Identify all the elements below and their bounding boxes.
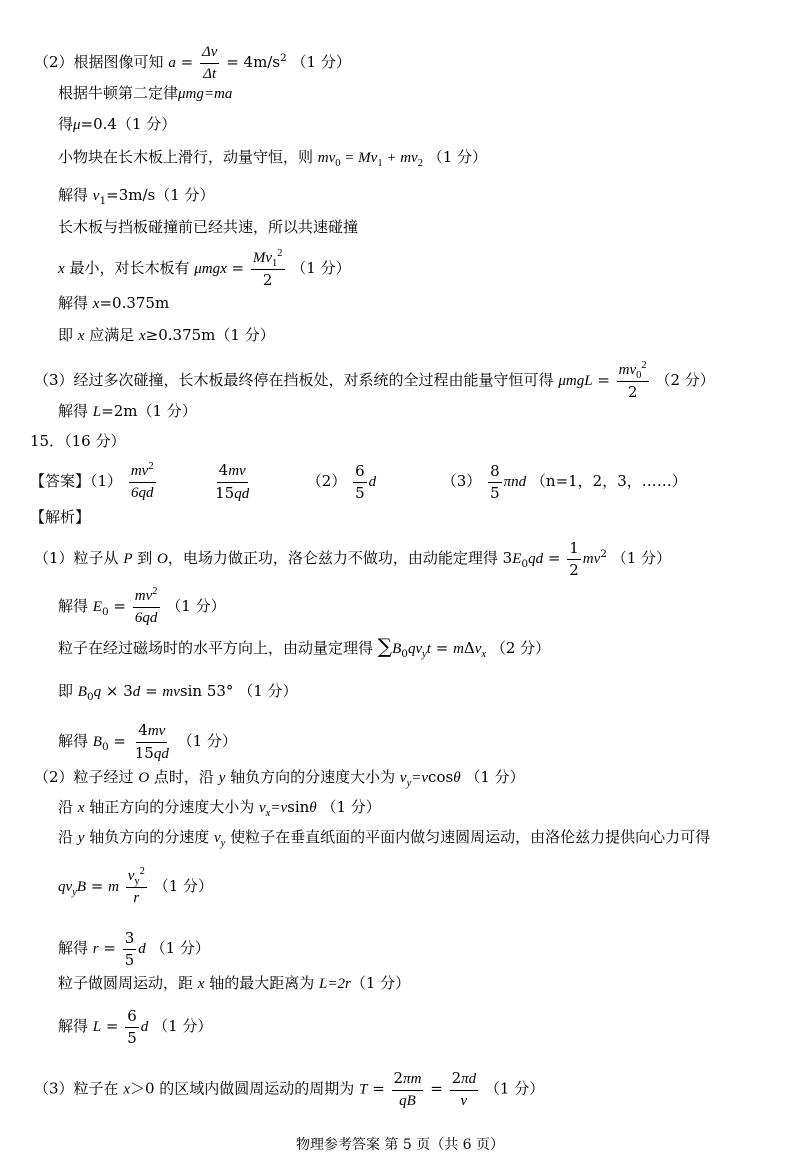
line-B0-value: 解得 $B_0$ = $\frac{4mv}{15qd}$ （1 分）	[58, 721, 237, 762]
analysis-header	[30, 510, 90, 525]
fraction: $\frac{3}{5}$	[124, 929, 135, 969]
question-15-header	[30, 434, 125, 449]
text: 【解析】	[30, 508, 91, 526]
text: O	[138, 770, 150, 786]
text: 轴正方向的分速度大小为	[84, 798, 259, 816]
text: =2m（1 分）	[101, 402, 197, 420]
line-momentum: 小物块在长木板上滑行，动量守恒，则 $mv_0 = Mv_1 + mv_2$ （1 分）	[58, 148, 488, 169]
text: 即	[58, 326, 78, 344]
text: （1 分）	[427, 148, 488, 166]
text: 解得	[58, 1017, 93, 1035]
line-E0: 解得 $E_0$ = $\frac{mv^2}{6qd}$ （1 分）	[58, 586, 226, 626]
text: = 4m/s	[226, 53, 281, 71]
fraction: $\frac{6}{5}$	[127, 1007, 137, 1047]
text: v	[92, 188, 100, 204]
text: 轴负方向的分速度大小为	[225, 768, 400, 786]
text: 15．（16 分）	[30, 432, 126, 450]
text: ≥0.375m（1 分）	[145, 326, 275, 344]
fraction: $\frac{Mv_1^2}{2}$	[252, 248, 283, 289]
fraction: $\frac{v_y^2}{r}$	[127, 866, 145, 906]
line-2-accel: （2）根据图像可知 a = $\frac{\Delta v}{\Delta t}$ = $4m/s^2$ （1 分）	[34, 44, 351, 82]
text: （3）经过多次碰撞，长木板最终停在挡板处，对系统的全过程由能量守恒可得	[34, 371, 559, 389]
text: 解得	[58, 939, 93, 957]
fraction: $\frac{2\pi m}{qB}$	[393, 1069, 422, 1109]
text: 【答案】（1）	[30, 472, 123, 490]
fraction: $\frac{mv^2}{6qd}$	[130, 461, 154, 501]
text: 轴负方向的分速度	[84, 828, 214, 846]
text: O	[157, 551, 168, 567]
text: 使粒子在垂直纸面的平面内做匀速圆周运动，由洛伦兹力提供向心力可得	[225, 828, 711, 846]
text: =0.375m	[99, 294, 170, 312]
text: 沿	[58, 828, 78, 846]
text: 粒子在经过磁场时的水平方向上，由动量定理得	[58, 639, 374, 657]
text: （1 分）	[611, 549, 672, 567]
text: （1 分）	[153, 877, 214, 895]
text: （n=1，2，3，……）	[530, 472, 687, 490]
line-max-distance	[58, 976, 410, 992]
fraction: $\frac{4mv}{15qd}$	[134, 721, 169, 762]
text: L	[92, 404, 102, 420]
line-L-value: 解得 L = $\frac{6}{5}$ d （1 分）	[58, 1007, 213, 1047]
text: ，电场力做正功，洛仑兹力不做功，由动能定理得	[167, 549, 498, 567]
text: （1 分）	[153, 1017, 213, 1035]
text: x	[58, 261, 65, 277]
text: 解得	[58, 402, 93, 420]
text: 解得	[58, 294, 93, 312]
text: （2）	[306, 472, 347, 490]
line-centripetal: $qv_yB = m$ $\frac{v_y^2}{r}$ （1 分）	[58, 866, 214, 906]
text: （1 分）	[350, 974, 411, 992]
text: μmg=ma	[178, 86, 233, 102]
fraction: $\frac{2\pi d}{v}$	[451, 1069, 477, 1109]
text: （2）根据图像可知	[34, 53, 164, 71]
text: 轴的最大距离为	[204, 974, 319, 992]
line-x-condition	[58, 328, 275, 344]
line-mu	[58, 117, 176, 133]
text: μ	[73, 117, 81, 133]
text: （3）粒子在	[34, 1079, 124, 1098]
text: （3）	[441, 472, 482, 490]
line-circular: 沿 y 轴负方向的分速度 $v_y$ 使粒子在垂直纸面的平面内做匀速圆周运动，由洛伦兹力提供向心力可得	[58, 828, 711, 849]
text: 点时，沿	[149, 768, 219, 786]
line-3-period: （3）粒子在 x＞0 的区域内做圆周运动的周期为 T = $\frac{2\pi m}{qB}$ = $\frac{2\pi d}{v}$ （1 分）	[34, 1069, 545, 1109]
text: x	[77, 328, 85, 344]
text: x	[197, 976, 205, 992]
fraction: $\frac{mv_0^2}{2}$	[618, 360, 647, 401]
fraction: $\frac{\Delta v}{\Delta t}$	[201, 44, 218, 82]
fraction: $\frac{6}{5}$	[355, 462, 365, 502]
text: =0.4（1 分）	[80, 115, 177, 133]
text: （1 分）	[166, 597, 226, 615]
text: y	[77, 830, 85, 846]
text: ＞0 的区域内做圆周运动的周期为	[129, 1079, 355, 1098]
text: 解得	[58, 186, 93, 204]
line-newton	[58, 86, 232, 102]
text: （1 分）	[150, 939, 210, 957]
text: （1 分）	[238, 682, 298, 700]
text: L=2r	[319, 976, 351, 992]
fraction: $\frac{1}{2}$	[569, 539, 579, 579]
text: 最小，对长木板有	[64, 259, 195, 277]
text: （1 分）	[177, 732, 237, 750]
text: （1 分）	[291, 259, 351, 277]
text: 粒子做圆周运动，距	[58, 974, 198, 992]
line-1-kinetic: （1）粒子从 P 到 O，电场力做正功，洛仑兹力不做功，由动能定理得 $3E_0qd$ = $\frac{1}{2}$ $mv^2$ （1 分）	[34, 539, 672, 579]
text: 1	[99, 195, 107, 207]
text: 解得	[58, 732, 93, 750]
fraction: $\frac{mv^2}{6qd}$	[134, 586, 158, 626]
line-B0-eq: 即 $B_0q \times 3d = mvsin$ 53° （1 分）	[58, 682, 298, 703]
text: （1）粒子从	[34, 549, 124, 567]
text: （1 分）	[321, 798, 381, 816]
text: 解得	[58, 597, 93, 615]
text: （1 分）	[291, 53, 351, 71]
text: =3m/s（1 分）	[106, 186, 215, 204]
text: （1 分）	[465, 768, 525, 786]
line-vx: 沿 x 轴正方向的分速度大小为 $v_x=vsin\theta$ （1 分）	[58, 798, 381, 819]
line-3-energy: （3）经过多次碰撞，长木板最终停在挡板处，对系统的全过程由能量守恒可得 μmgL = $\frac{mv_0^2}{2}$ （2 分）	[34, 360, 715, 401]
line-collision	[58, 220, 358, 235]
line-x-value	[58, 296, 169, 312]
answer-line: 【答案】（1） $\frac{mv^2}{6qd}$ $\frac{4mv}{15qd}$ （2） $\frac{6}{5}$ d （3） $\frac{8}{5}$ πnd （n=1，2，3，……）	[30, 461, 687, 502]
text: P	[123, 551, 133, 567]
text: 即	[58, 682, 78, 700]
line-impulse: 粒子在经过磁场时的水平方向上，由动量定理得 $\sum B_0qv_yt = m\Delta v_x$ （2 分）	[58, 634, 551, 660]
line-v1	[58, 186, 215, 207]
line-L	[58, 404, 197, 420]
text: x	[77, 800, 85, 816]
text: （1 分）	[484, 1079, 545, 1098]
text: 应满足	[84, 326, 139, 344]
text: x	[92, 296, 100, 312]
text: （2 分）	[655, 371, 715, 389]
text: （2 分）	[490, 639, 551, 657]
fraction: $\frac{4mv}{15qd}$	[215, 461, 250, 502]
fraction: $\frac{8}{5}$	[490, 462, 500, 502]
text: 2	[280, 52, 287, 64]
text: 得	[58, 115, 74, 133]
text: x	[139, 328, 146, 344]
line-2-vy: （2）粒子经过 O 点时，沿 y 轴负方向的分速度大小为 $v_y=vcos\theta$ （1 分）	[34, 768, 525, 789]
line-x-min: x 最小，对长木板有 μmgx = $\frac{Mv_1^2}{2}$ （1 分）	[58, 248, 351, 289]
text: x	[123, 1081, 130, 1098]
text: 长木板与挡板碰撞前已经共速，所以共速碰撞	[58, 218, 359, 236]
text: 沿	[58, 798, 78, 816]
text: 小物块在长木板上滑行，动量守恒，则	[58, 148, 314, 166]
text: 根据牛顿第二定律	[58, 84, 179, 102]
line-r: 解得 r = $\frac{3}{5}$ d （1 分）	[58, 929, 210, 969]
text: 到	[132, 549, 158, 567]
text: y	[218, 770, 226, 786]
page-footer: 物理参考答案 第 5 页（共 6 页）	[295, 1137, 505, 1153]
text: （2）粒子经过	[34, 768, 139, 786]
